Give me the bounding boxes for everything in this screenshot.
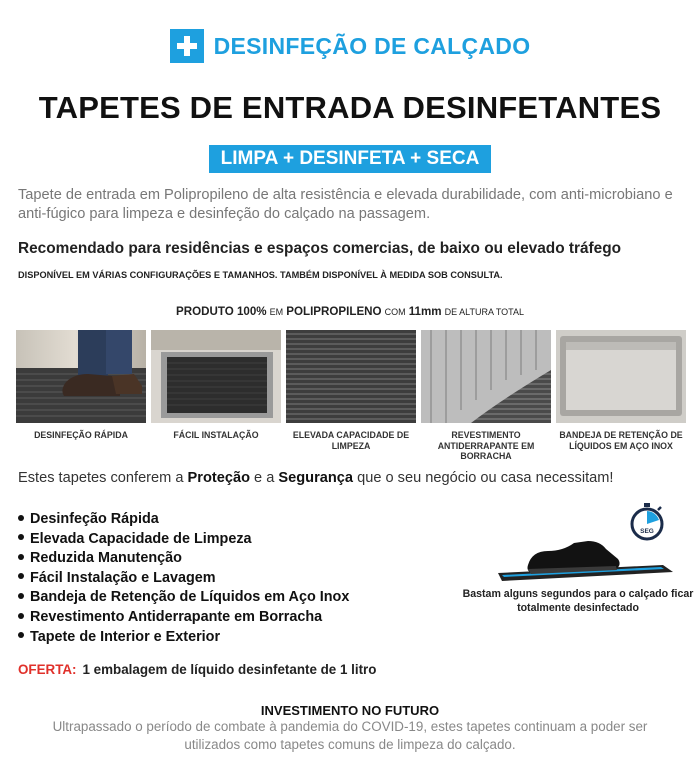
bullet-icon — [18, 554, 24, 560]
list-item — [18, 549, 438, 569]
bullet-icon — [18, 534, 24, 540]
feature-label: Desinfeção Rápida — [30, 511, 159, 527]
availability-text: DISPONÍVEL EM VÁRIAS CONFIGURAÇÕES E TAMANHOS. TAMBÉM DISPONÍVEL À MEDIDA SOB CONSULTA. — [18, 270, 503, 280]
photo-mat-frame — [151, 330, 281, 423]
ribbon-label: LIMPA + DESINFETA + SECA — [209, 145, 492, 173]
recommended-text: Recomendado para residências e espaços comercias, de baixo ou elevado tráfego — [18, 240, 622, 257]
product-spec-line — [0, 305, 700, 318]
photo-caption: BANDEJA DE RETENÇÃO DE LÍQUIDOS EM AÇO INOX — [559, 430, 683, 451]
shoe-on-mat-illustration — [488, 525, 673, 585]
shoe-caption: Bastam alguns segundos para o calçado ficar totalmente desinfectado — [462, 588, 694, 614]
benefit-protection: Proteção — [187, 470, 250, 486]
feature-label: Revestimento Antiderrapante em Borracha — [30, 608, 323, 625]
spec-part-material: POLIPROPILENO — [286, 305, 382, 318]
photo-caption: DESINFEÇÃO RÁPIDA — [34, 430, 128, 440]
investment-text: Ultrapassado o período de combate à pandemia do COVID-19, estes tapetes continuam a poder ser utilizados como tapetes comuns de limpeza do calçado. — [52, 719, 648, 752]
bullet-icon — [18, 613, 24, 619]
medical-cross-icon — [170, 29, 204, 63]
brand-title: DESINFEÇÃO DE CALÇADO — [213, 32, 531, 59]
spec-part-em: EM — [269, 307, 284, 317]
feature-label: Reduzida Manutenção — [30, 550, 182, 567]
offer-text: 1 embalagem de líquido desinfetante de 1 litro — [82, 662, 377, 677]
feature-label: Bandeja de Retenção de Líquidos em Aço Inox — [30, 589, 350, 606]
list-item — [18, 530, 438, 550]
offer-label: OFERTA: — [18, 662, 77, 677]
benefit-text: e a — [250, 470, 279, 486]
photo-shoe-on-mat — [16, 330, 146, 423]
benefit-statement — [18, 470, 688, 486]
bullet-icon — [18, 515, 24, 521]
benefit-text: Estes tapetes conferem a — [18, 470, 188, 486]
photo-caption: REVESTIMENTO ANTIDERRAPANTE EM BORRACHA — [437, 430, 535, 461]
intro-paragraph: Tapete de entrada em Polipropileno de alta resistência e elevada durabilidade, com anti-microbiano e anti-fúgico para limpeza e desinfeção do calçado na passagem. — [18, 187, 673, 222]
offer-line — [18, 662, 688, 677]
spec-part-com: COM — [384, 307, 406, 317]
investment-title: INVESTIMENTO NO FUTURO — [260, 703, 440, 718]
photo-steel-tray — [556, 330, 686, 423]
photo-mat-texture — [286, 330, 416, 423]
feature-label: Fácil Instalação e Lavagem — [30, 569, 216, 586]
spec-part-total: DE ALTURA TOTAL — [444, 307, 525, 317]
list-item — [18, 608, 438, 628]
page-title: TAPETES DE ENTRADA DESINFETANTES — [38, 90, 662, 125]
bullet-icon — [18, 632, 24, 638]
stopwatch-label: SEG — [640, 528, 654, 535]
spec-part-100: PRODUTO 100% — [175, 305, 267, 318]
list-item — [18, 628, 438, 648]
spec-part-height: 11mm — [408, 305, 442, 318]
list-item — [18, 588, 438, 608]
feature-list — [18, 510, 438, 647]
photo-rubber-backing — [421, 330, 551, 423]
bullet-icon — [18, 593, 24, 599]
bullet-icon — [18, 573, 24, 579]
list-item — [18, 569, 438, 589]
benefit-security: Segurança — [278, 470, 354, 486]
feature-label: Tapete de Interior e Exterior — [30, 628, 221, 645]
benefit-text: que o seu negócio ou casa necessitam! — [353, 470, 614, 486]
photo-caption: ELEVADA CAPACIDADE DE LIMPEZA — [292, 430, 410, 451]
photo-caption: FÁCIL INSTALAÇÃO — [173, 430, 259, 440]
ribbon-container — [0, 145, 700, 173]
brand-header — [0, 26, 700, 66]
list-item — [18, 510, 438, 530]
feature-label: Elevada Capacidade de Limpeza — [30, 530, 252, 547]
